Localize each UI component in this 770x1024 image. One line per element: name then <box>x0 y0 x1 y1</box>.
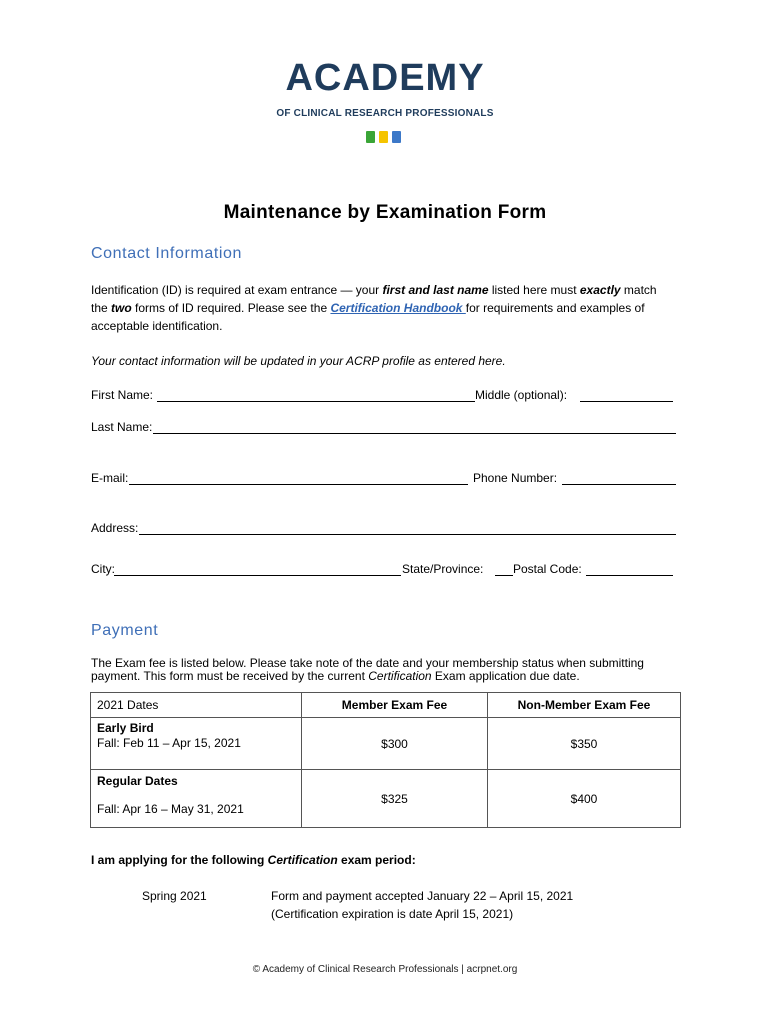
table-row <box>91 718 681 770</box>
phone-label: Phone Number: <box>473 471 558 485</box>
row-name: Early Bird <box>97 721 154 735</box>
logo-wordmark: ACADEMY <box>285 57 485 99</box>
certification-handbook-link[interactable]: Certification Handbook <box>330 301 466 315</box>
exam-period-details: Form and payment accepted January 22 – April 15, 2021 <box>271 889 574 903</box>
payment-heading: Payment <box>91 622 159 639</box>
row-member-fee: $300 <box>302 718 488 770</box>
contact-note: Your contact information will be updated in your ACRP profile as entered here. <box>91 354 506 368</box>
table-header-row <box>91 693 681 718</box>
state-label: State/Province: <box>402 562 484 576</box>
row-dates: Fall: Feb 11 – Apr 15, 2021 <box>97 736 241 750</box>
phone-field[interactable] <box>562 484 676 485</box>
email-label: E-mail: <box>91 471 129 485</box>
table-header-member: Member Exam Fee <box>302 693 488 718</box>
city-field[interactable] <box>114 575 401 576</box>
first-name-label: First Name: <box>91 388 154 402</box>
footer: © Academy of Clinical Research Professionals | acrpnet.org <box>252 964 518 975</box>
table-row <box>91 770 681 828</box>
row-nonmember-fee: $350 <box>488 718 681 770</box>
city-label: City: <box>91 562 115 576</box>
row-nonmember-fee: $400 <box>488 770 681 828</box>
form-title: Maintenance by Examination Form <box>223 202 547 223</box>
logo-subtitle: OF CLINICAL RESEARCH PROFESSIONALS <box>276 108 494 119</box>
logo-square-blue <box>392 131 401 143</box>
logo-square-green <box>366 131 375 143</box>
logo-square-yellow <box>379 131 388 143</box>
applying-label: I am applying for the following Certification exam period: <box>91 853 416 867</box>
row-name: Regular Dates <box>97 774 178 788</box>
exam-period-expiration: (Certification expiration is date April 15, 2021) <box>271 907 514 921</box>
row-dates: Fall: Apr 16 – May 31, 2021 <box>97 802 244 816</box>
address-label: Address: <box>91 521 139 535</box>
exam-period: Spring 2021 <box>142 889 207 903</box>
fee-table <box>90 692 681 828</box>
payment-intro: The Exam fee is listed below. Please take note of the date and your membership status when submitting payment. This form must be received by the current Certification Exam application due date. <box>91 656 644 683</box>
first-name-field[interactable] <box>157 401 475 402</box>
table-header-dates: 2021 Dates <box>91 693 302 718</box>
postal-label: Postal Code: <box>513 562 582 576</box>
middle-name-field[interactable] <box>580 401 673 402</box>
state-field[interactable] <box>495 575 513 576</box>
contact-intro: Identification (ID) is required at exam entrance — your first and last name listed here must exactly match the two forms of ID required. Please see the Certification Handbook for requirements and examples of acceptable identification. <box>91 283 657 333</box>
table-header-nonmember: Non-Member Exam Fee <box>488 693 681 718</box>
last-name-field[interactable] <box>153 433 676 434</box>
contact-heading: Contact Information <box>91 245 243 262</box>
row-member-fee: $325 <box>302 770 488 828</box>
middle-name-label: Middle (optional): <box>475 388 568 402</box>
email-field[interactable] <box>129 484 468 485</box>
postal-field[interactable] <box>586 575 673 576</box>
address-field[interactable] <box>139 534 676 535</box>
last-name-label: Last Name: <box>91 420 153 434</box>
